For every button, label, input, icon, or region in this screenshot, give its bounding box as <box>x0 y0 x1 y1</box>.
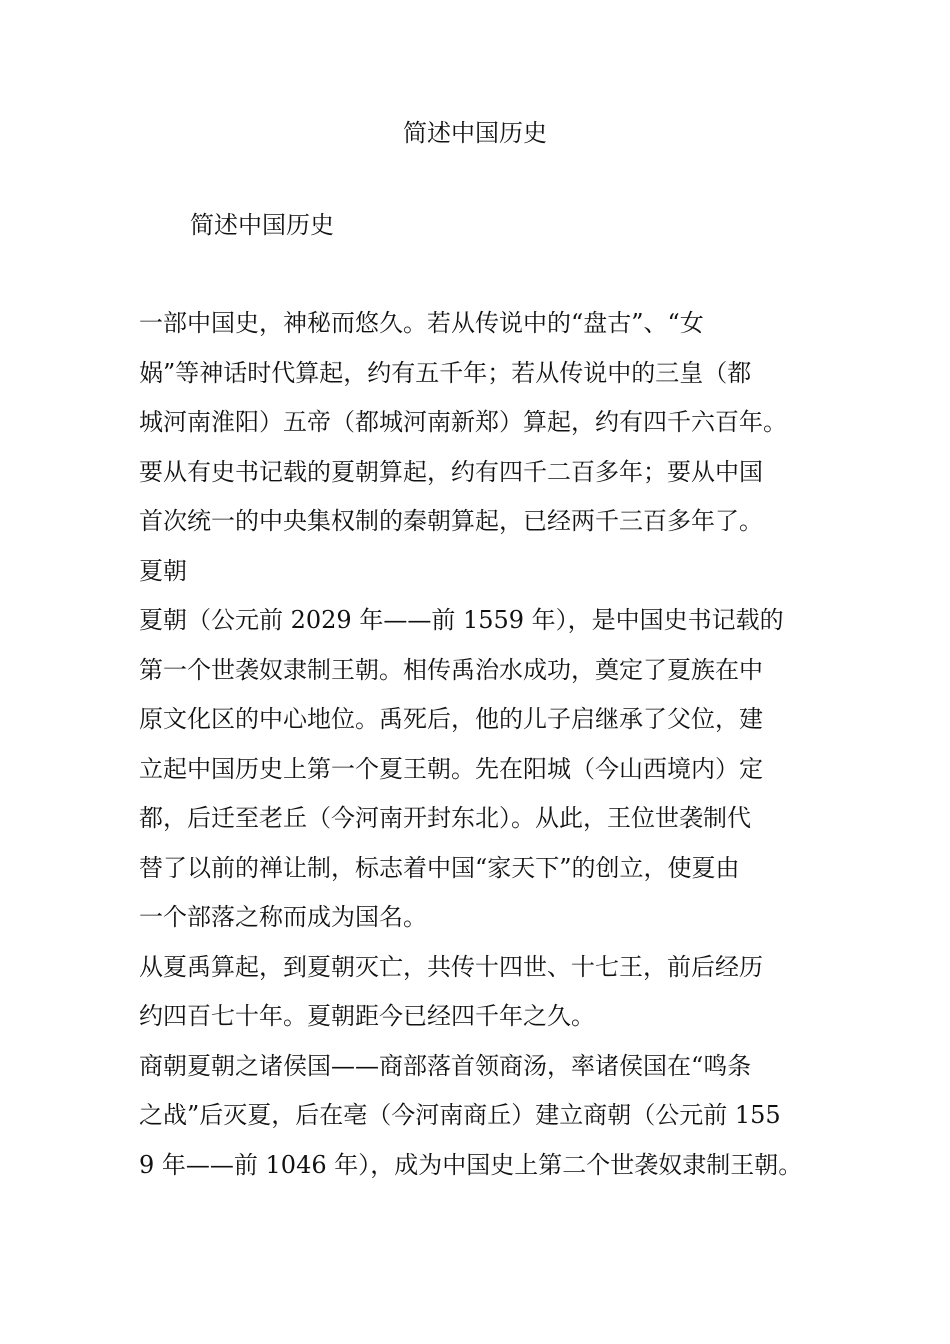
text-line: 一部中国史，神秘而悠久。若从传说中的“盘古”、“女 <box>139 309 704 337</box>
text-line: 原文化区的中心地位。禹死后，他的儿子启继承了父位，建 <box>139 705 763 733</box>
text-line: 要从有史书记载的夏朝算起，约有四千二百多年；要从中国 <box>139 457 763 486</box>
text-line: 替了以前的禅让制，标志着中国“家天下”的创立，使夏由 <box>139 853 740 882</box>
text-line: 首次统一的中央集权制的秦朝算起，已经两千三百多年了。 <box>139 507 763 535</box>
text-line: 第一个世袭奴隶制王朝。相传禹治水成功，奠定了夏族在中 <box>139 655 763 684</box>
text-line: 从夏禹算起，到夏朝灭亡，共传十四世、十七王，前后经历 <box>139 952 763 981</box>
document-body <box>139 304 829 1195</box>
text-line: 立起中国历史上第一个夏王朝。先在阳城（今山西境内）定 <box>139 754 763 783</box>
text-line: 城河南淮阳）五帝（都城河南新郑）算起，约有四千六百年。 <box>139 408 787 436</box>
text-line: 娲”等神话时代算起，约有五千年；若从传说中的三皇（都 <box>139 358 752 387</box>
text-line: 夏朝（公元前 2029 年——前 1559 年），是中国史书记载的 <box>139 606 784 634</box>
section-heading-xia: 夏朝 <box>139 556 187 585</box>
document-subtitle: 简述中国历史 <box>190 211 334 239</box>
text-line: 都，后迁至老丘（今河南开封东北）。从此，王位世袭制代 <box>139 804 751 832</box>
text-line: 9 年——前 1046 年），成为中国史上第二个世袭奴隶制王朝。 <box>139 1150 803 1179</box>
document-title: 简述中国历史 <box>403 119 547 147</box>
text-line: 约四百七十年。夏朝距今已经四千年之久。 <box>139 1002 595 1030</box>
text-line: 一个部落之称而成为国名。 <box>139 903 427 931</box>
text-line: 商朝夏朝之诸侯国——商部落首领商汤，率诸侯国在“鸣条 <box>139 1051 752 1080</box>
text-line: 之战”后灭夏，后在亳（今河南商丘）建立商朝（公元前 155 <box>139 1101 781 1129</box>
